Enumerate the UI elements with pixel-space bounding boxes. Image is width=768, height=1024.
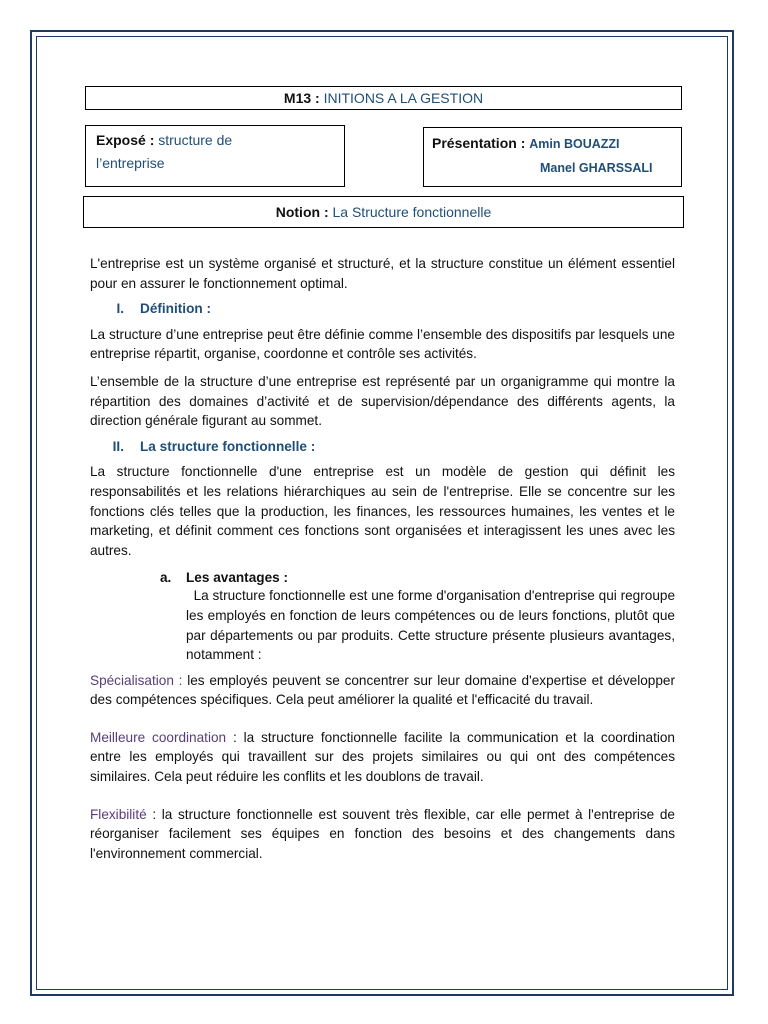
definition-paragraph-1: La structure d’une entreprise peut être définie comme l’ensemble des dispositifs par lesquels une entreprise répartit, organise, coordonne et contrôle ses activités. <box>90 326 675 362</box>
section-1-number: I. <box>116 301 124 317</box>
definition-paragraph-2: L’ensemble de la structure d’une entreprise est représenté par un organigramme qui montre la répartition des domaines d’activité et de supervision/dépendance des différents agents, la direction générale figurant au sommet. <box>90 373 675 429</box>
notion-title: La Structure fonctionnelle <box>332 204 492 220</box>
subsection-a-heading <box>160 570 675 586</box>
presentation-box <box>423 127 682 187</box>
expose-title-line1: structure de <box>158 132 233 148</box>
advantage-item <box>90 805 675 864</box>
presenter-1: Amin BOUAZZI <box>529 137 620 151</box>
advantage-item <box>90 728 675 787</box>
subsection-a-number: a. <box>160 570 172 586</box>
expose-title-line2: l’entreprise <box>96 155 165 171</box>
document-body <box>90 254 675 863</box>
advantage-term: Spécialisation : <box>90 672 183 688</box>
intro-paragraph: L'entreprise est un système organisé et structuré, et la structure constitue un élément essentiel pour en assurer le fonctionnement optimal. <box>90 256 675 291</box>
advantage-text: les employés peuvent se concentrer sur leur domaine d'expertise et développer des compétences spécifiques. Cela peut améliorer la qualité et l'efficacité du travail. <box>90 672 676 708</box>
advantages-intro-text <box>186 586 675 664</box>
section-2-number: II. <box>112 438 124 454</box>
advantages-subsection <box>160 570 675 664</box>
notion-label: Notion : <box>275 204 329 220</box>
structure-paragraph: La structure fonctionnelle d'une entreprise est un modèle de gestion qui définit les responsabilités et les relations hiérarchiques au sein de l'entreprise. Elle se concentre sur les fonctions clés telles que la production, les finances, les ressources humaines, les ventes et le marketing, et définit comment ces fonctions sont organisées et interagissent les unes avec les autres. <box>90 464 675 558</box>
advantage-item <box>90 671 675 710</box>
advantage-term: Flexibilité <box>90 806 147 822</box>
module-label: M13 : <box>283 90 320 106</box>
section-1-heading <box>90 299 675 319</box>
notion-box <box>83 196 684 228</box>
presentation-label: Présentation : <box>432 135 526 151</box>
advantage-text: : la structure fonctionnelle facilite la communication et la coordination entre les employés qui travaillent sur des projets similaires ou qui ont des compétences similaires. Cela peut réduire les conflits et les doublons de travail. <box>90 729 675 785</box>
module-title: INITIONS A LA GESTION <box>323 90 484 106</box>
presenter-2: Manel GHARSSALI <box>540 161 653 175</box>
module-title-box <box>85 86 682 110</box>
section-1-title: Définition : <box>140 301 211 317</box>
advantage-term: Meilleure coordination <box>90 729 227 745</box>
expose-label: Exposé : <box>96 132 155 148</box>
advantage-text: : la structure fonctionnelle est souvent très flexible, car elle permet à l'entreprise de réorganiser facilement ses équipes en fonction des besoins et des changements dans l'environnement commercial. <box>90 806 675 861</box>
expose-box <box>85 125 345 187</box>
section-2-title: La structure fonctionnelle : <box>140 438 316 454</box>
advantages-intro-content: La structure fonctionnelle est une forme d'organisation d'entreprise qui regroupe les employés en fonction de leurs compétences ou de leurs fonctions, plutôt que par départements ou par produits. Cette structure présente plusieurs avantages, notamment : <box>186 588 675 663</box>
subsection-a-title: Les avantages : <box>186 570 288 586</box>
section-2-heading <box>90 437 675 457</box>
